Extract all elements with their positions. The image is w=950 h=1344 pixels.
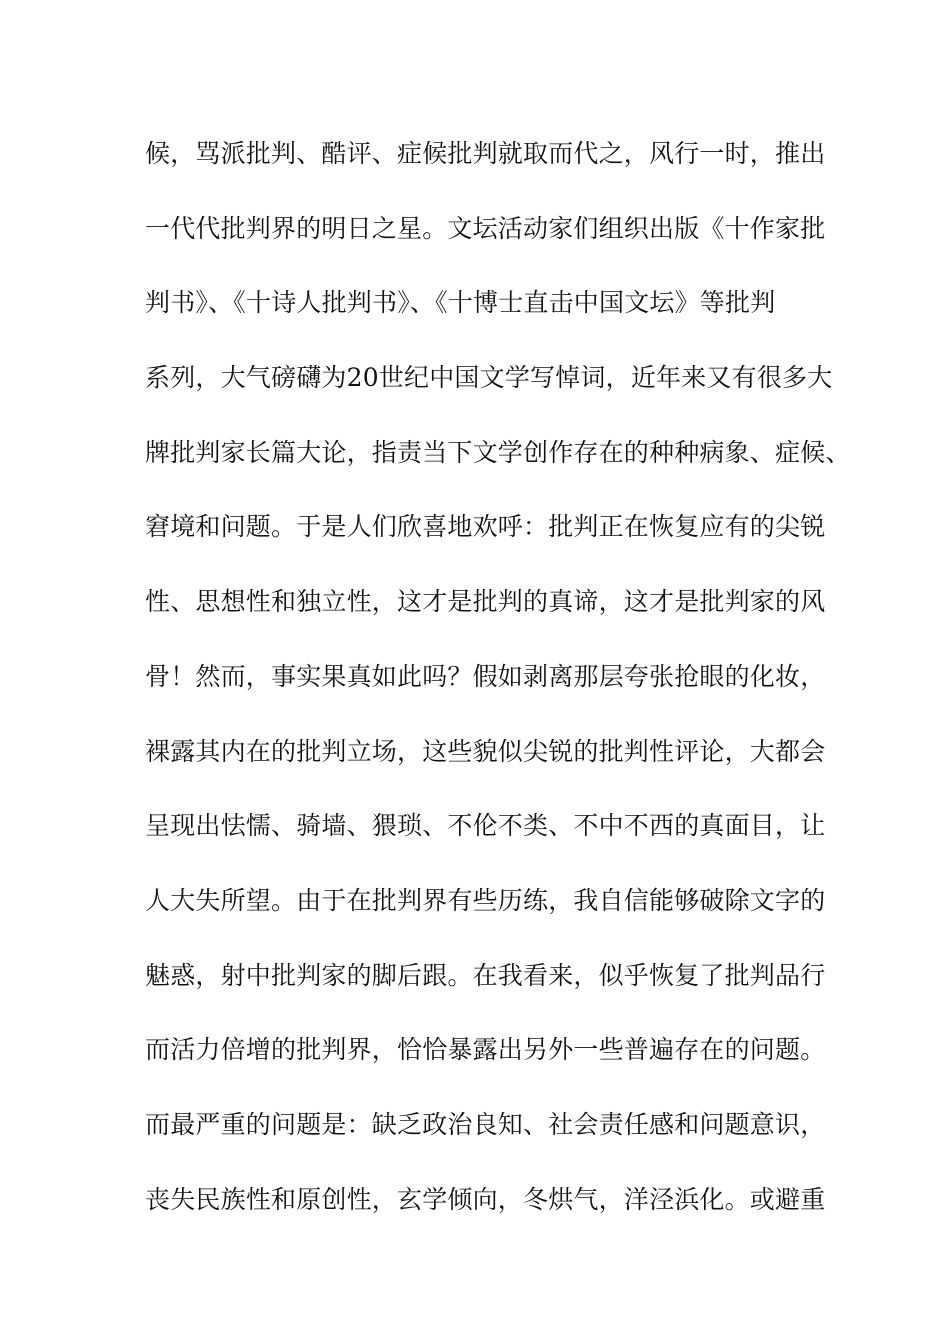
text-line: 窘境和问题。于是人们欣喜地欢呼：批判正在恢复应有的尖锐 — [145, 512, 826, 542]
text-line: 而最严重的问题是：缺乏政治良知、社会责任感和问题意识， — [145, 1109, 826, 1139]
text-line: 牌批判家长篇大论，指责当下文学创作存在的种种病象、症候、 — [145, 437, 851, 467]
text-line: 魅惑，射中批判家的脚后跟。在我看来，似乎恢复了批判品行 — [145, 960, 826, 990]
text-line: 人大失所望。由于在批判界有些历练，我自信能够破除文字的 — [145, 885, 826, 915]
text-line: 系列，大气磅礴为20世纪中国文学写悼词，近年来又有很多大 — [145, 363, 833, 393]
text-line: 一代代批判界的明日之星。文坛活动家们组织出版《十作家批 — [145, 213, 826, 243]
body-text — [145, 132, 851, 1252]
text-line: 性、思想性和独立性，这才是批判的真谛，这才是批判家的风 — [145, 587, 826, 617]
text-line: 候，骂派批判、酷评、症候批判就取而代之，风行一时，推出 — [145, 139, 826, 168]
text-line: 裸露其内在的批判立场，这些貌似尖锐的批判性评论，大都会 — [145, 736, 826, 766]
text-line: 骨！然而，事实果真如此吗？假如剥离那层夸张抢眼的化妆， — [145, 661, 826, 691]
text-line: 丧失民族性和原创性，玄学倾向，冬烘气，洋泾浜化。或避重 — [145, 1184, 826, 1214]
text-line: 判书》、《十诗人批判书》、《十博士直击中国文坛》等批判 — [145, 288, 776, 318]
text-line: 而活力倍增的批判界，恰恰暴露出另外一些普遍存在的问题。 — [145, 1035, 826, 1065]
text-line: 呈现出怯懦、骑墙、猥琐、不伦不类、不中不西的真面目，让 — [145, 811, 826, 841]
